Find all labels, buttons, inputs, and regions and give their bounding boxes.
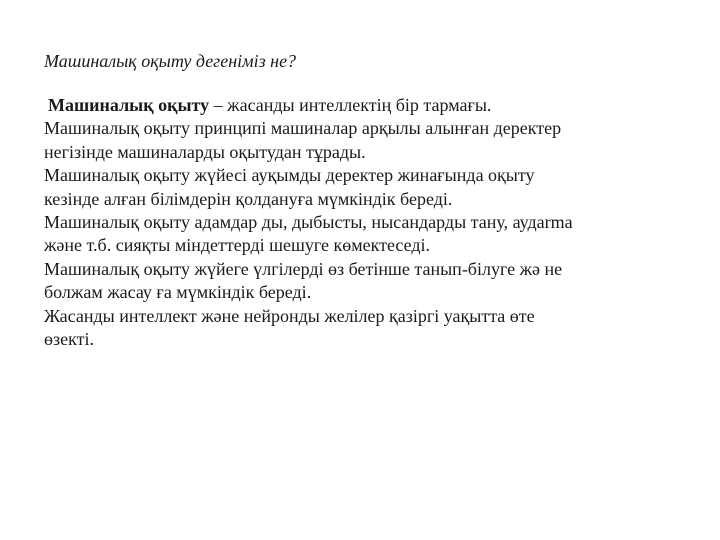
body-line: Машиналық оқыту принципі машиналар арқылы алынған деректер bbox=[44, 118, 562, 139]
body-line: болжам жасау ға мүмкіндік береді. bbox=[44, 282, 312, 303]
body-line: Машиналық оқыту адамдар ды, дыбысты, нысандарды тану, аудarma bbox=[44, 212, 573, 233]
definition-term: Машиналық оқыту bbox=[48, 95, 210, 115]
spacer bbox=[44, 72, 704, 94]
body-line: кезінде алған білімдерін қолдануға мүмкіндік береді. bbox=[44, 188, 453, 209]
body-line: Жасанды интеллект және нейронды желілер қазіргі уақытта өте bbox=[44, 305, 535, 326]
body-line: негізінде машиналарды оқытудан тұрады. bbox=[44, 141, 366, 162]
body-line: және т.б. сияқты міндеттерді шешуге көмектеседі. bbox=[44, 235, 431, 256]
slide-body bbox=[44, 94, 704, 351]
definition-line bbox=[44, 94, 704, 117]
slide-content bbox=[44, 50, 704, 351]
slide-title: Машиналық оқыту дегеніміз не? bbox=[44, 51, 297, 71]
body-line: Машиналық оқыту жүйеге үлгілерді өз бетінше танып-білуге жә не bbox=[44, 258, 563, 279]
body-line: өзекті. bbox=[44, 329, 94, 350]
body-line: Машиналық оқыту жүйесі ауқымды деректер жинағында оқыту bbox=[44, 165, 535, 186]
definition-text: – жасанды интеллектің бір тармағы. bbox=[209, 95, 492, 115]
